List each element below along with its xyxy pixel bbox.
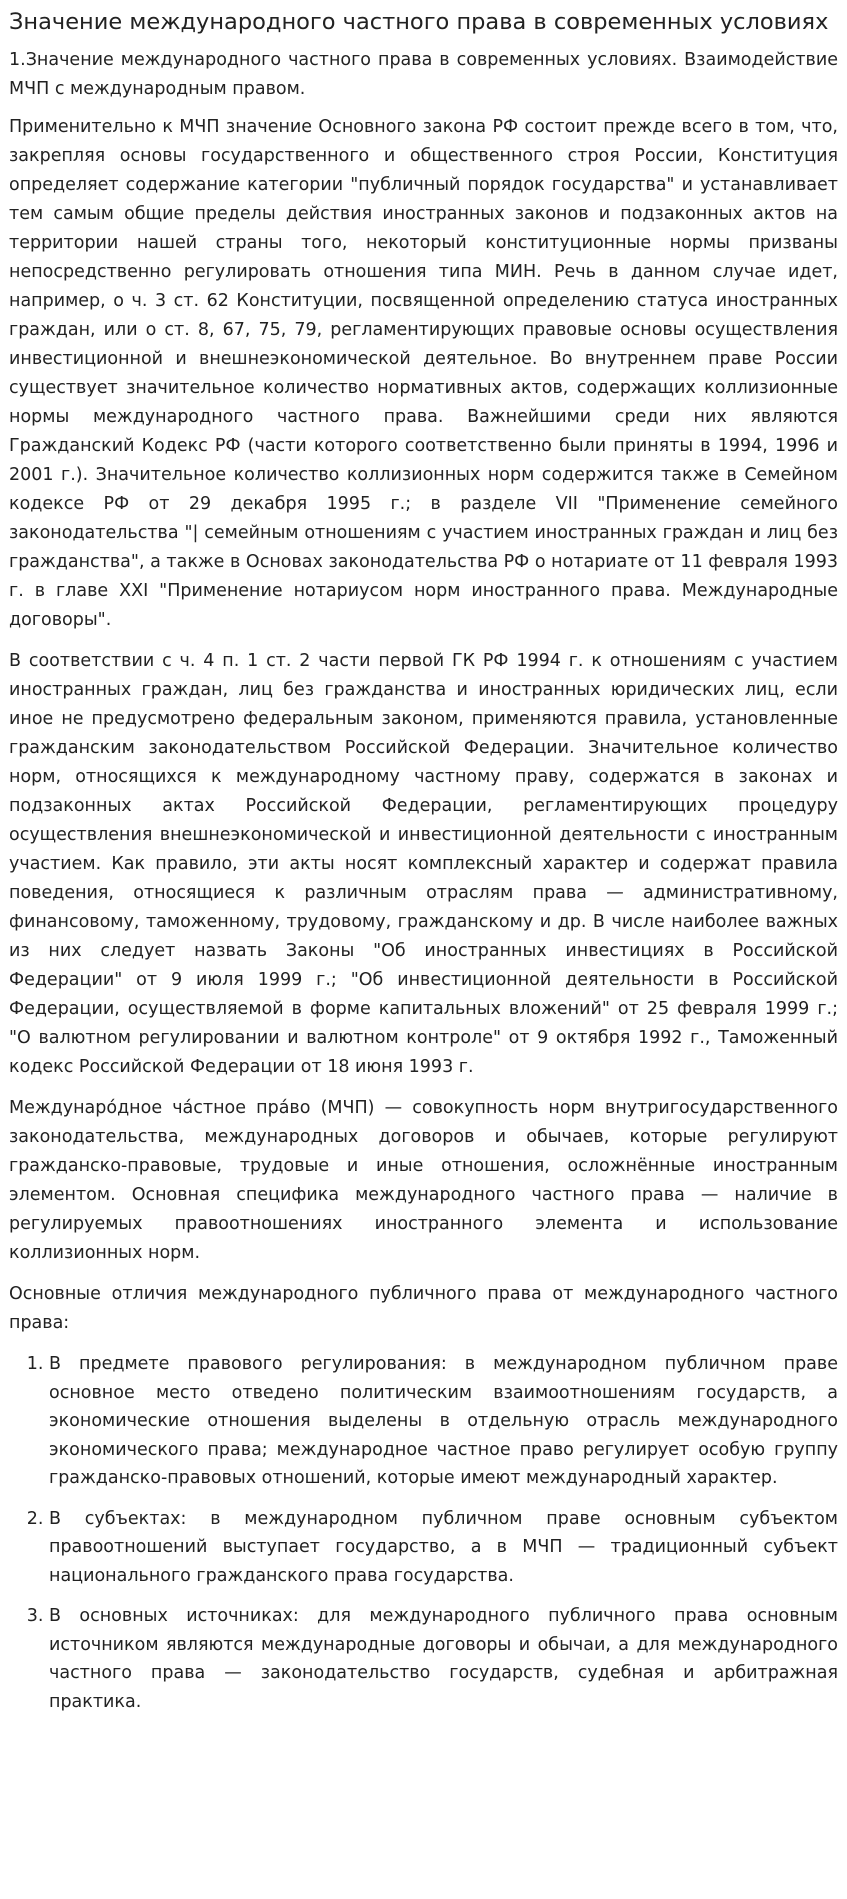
list-item: 3. В основных источниках: для международного публичного права основным источником являются международные договоры и обычаи, а для международного частного права — законодательство государств, судебная и арбитражная практика. <box>49 1602 838 1716</box>
list-item: 2. В субъектах: в международном публичном праве основным субъектом правоотношений выступает государство, а в МЧП — традиционный субъект национального гражданского права государства. <box>49 1505 838 1591</box>
definition-paragraph: Междунаро́дное ча́стное пра́во (МЧП) — совокупность норм внутригосударственного законодательства, международных договоров и обычаев, которые регулируют гражданско-правовые, трудовые и иные отношения, осложнённые иностранным элементом. Основная специфика международного частного права — наличие в регулируемых правоотношениях иностранного элемента и использование коллизионных норм. <box>9 1098 838 1263</box>
differences-intro-paragraph: Основные отличия международного публичного права от международного частного права: <box>9 1284 838 1333</box>
civil-code-paragraph: В соответствии с ч. 4 п. 1 ст. 2 части первой ГК РФ 1994 г. к отношениям с участием иностранных граждан, лиц без гражданства и иностранных юридических лиц, если иное не предусмотрено федеральным законом, применяются правила, установленные гражданским законодательством Российской Федерации. Значительное количество норм, относящихся к международному частному праву, содержатся в законах и подзаконных актах Российской Федерации, регламентирующих процедуру осуществления внешнеэкономической и инвестиционной деятельности с иностранным участием. Как правило, эти акты носят комплексный характер и содержат правила поведения, относящиеся к различным отраслям права — административному, финансовому, таможенному, трудовому, гражданскому и др. В числе наиболее важных из них следует назвать Законы "Об иностранных инвестициях в Российской Федерации" от 9 июля 1999 г.; "Об инвестиционной деятельности в Российской Федерации, осуществляемой в форме капитальных вложений" от 25 февраля 1999 г.; "О валютном регулировании и валютном контроле" от 9 октября 1992 г., Таможенный кодекс Российской Федерации от 18 июня 1993 г. <box>9 651 838 1077</box>
list-item: 1. В предмете правового регулирования: в международном публичном праве основное место отведено политическим взаимоотношениям государств, а экономические отношения выделены в отдельную отрасль международного экономического права; международное частное право регулирует особую группу гражданско-правовых отношений, которые имеют международный характер. <box>49 1350 838 1493</box>
intro-paragraph: 1.Значение международного частного права в современных условиях. Взаимодействие МЧП с международным правом. <box>9 50 838 99</box>
article-title: Значение международного частного права в современных условиях <box>9 9 829 35</box>
differences-list <box>9 1350 838 1716</box>
constitution-paragraph: Применительно к МЧП значение Основного закона РФ состоит прежде всего в том, что, закрепляя основы государственного и общественного строя России, Конституция определяет содержание категории "публичный порядок государства" и устанавливает тем самым общие пределы действия иностранных законов и подзаконных актов на территории нашей страны того, некоторый конституционные нормы призваны непосредственно регулировать отношения типа МИН. Речь в данном случае идет, например, о ч. 3 ст. 62 Конституции, посвященной определению статуса иностранных граждан, или о ст. 8, 67, 75, 79, регламентирующих правовые основы осуществления инвестиционной и внешнеэкономической деятельное. Во внутреннем праве России существует значительное количество нормативных актов, содержащих коллизионные нормы международного частного права. Важнейшими среди них являются Гражданский Кодекс РФ (части которого соответственно были приняты в 1994, 1996 и 2001 г.). Значительное количество коллизионных норм содержится также в Семейном кодексе РФ от 29 декабря 1995 г.; в разделе VII "Применение семейного законодательства "| семейным отношениям с участием иностранных граждан и лиц без гражданства", а также в Основах законодательства РФ о нотариате от 11 февраля 1993 г. в главе XXI "Применение нотариусом норм иностранного права. Международные договоры". <box>9 117 838 630</box>
